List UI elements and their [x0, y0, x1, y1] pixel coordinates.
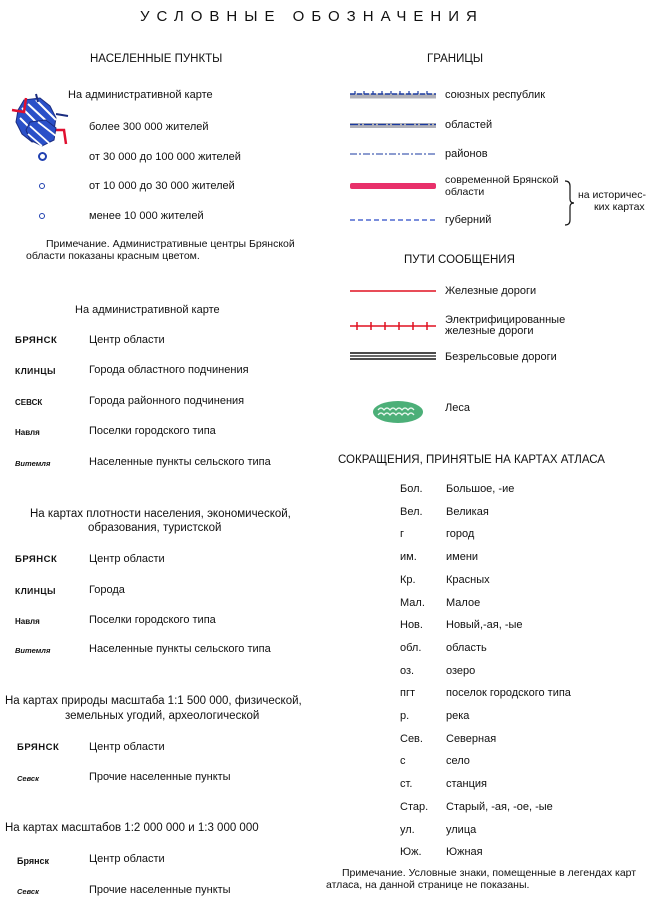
scale-label-1: Центр области: [89, 853, 165, 865]
abbreviation-short: оз.: [400, 665, 415, 677]
abbreviation-full: Новый,-ая, -ые: [446, 619, 523, 631]
abbreviation-full: Малое: [446, 597, 481, 609]
abbreviation-full: село: [446, 755, 470, 767]
route-label-electric-2: железные дороги: [445, 325, 534, 337]
admin-code-5: Витемля: [15, 459, 51, 468]
border-raion-symbol: [350, 152, 436, 156]
abbreviation-short: ул.: [400, 824, 415, 836]
abbreviation-short: Кр.: [400, 574, 416, 586]
abbreviation-full: Северная: [446, 733, 497, 745]
settlement-size-2: от 30 000 до 100 000 жителей: [89, 151, 241, 163]
abbreviation-short: Вел.: [400, 506, 423, 518]
nature-label-1: Центр области: [89, 741, 165, 753]
settlements-note: Примечание. Административные центры Брянской области показаны красным цветом.: [26, 238, 295, 262]
settlements-header: НАСЕЛЕННЫЕ ПУНКТЫ: [90, 53, 223, 65]
abbreviation-full: город: [446, 528, 475, 540]
admin-label-2: Города областного подчинения: [89, 364, 249, 376]
nature-header-1: На картах природы масштаба 1:1 500 000, физической,: [5, 695, 302, 707]
borders-header: ГРАНИЦЫ: [427, 53, 484, 65]
abbreviation-full: Старый, -ая, -ое, -ые: [446, 801, 553, 813]
abbreviation-short: им.: [400, 551, 417, 563]
density-code-3: Навля: [15, 617, 40, 626]
density-code-1: БРЯНСК: [15, 554, 58, 565]
abbreviation-full: река: [446, 710, 470, 722]
abbreviation-short: Юж.: [400, 846, 422, 858]
abbreviation-short: обл.: [400, 642, 422, 654]
abbreviation-full: Южная: [446, 846, 483, 858]
scale-code-1: Брянск: [17, 856, 50, 866]
settlement-size-1: более 300 000 жителей: [89, 121, 209, 133]
abbreviation-short: Мал.: [400, 597, 425, 609]
abbreviation-short: р.: [400, 710, 410, 722]
abbreviation-full: улица: [446, 824, 477, 836]
abbreviation-short: пгт: [400, 687, 416, 699]
bracket-label-1: на историчес-: [578, 189, 646, 201]
settlement-30k-dot: [38, 152, 47, 161]
route-label-road: Безрельсовые дороги: [445, 351, 557, 363]
page-title: УСЛОВНЫЕ ОБОЗНАЧЕНИЯ: [140, 8, 484, 25]
abbreviation-short: Сев.: [400, 733, 423, 745]
abbreviation-short: Нов.: [400, 619, 423, 631]
routes-header: ПУТИ СООБЩЕНИЯ: [404, 254, 515, 266]
abbreviation-full: Великая: [446, 506, 489, 518]
settlement-small-dot: [39, 213, 45, 219]
admin-map-header: На административной карте: [75, 304, 220, 316]
abbreviations-header: СОКРАЩЕНИЯ, ПРИНЯТЫЕ НА КАРТАХ АТЛАСА: [338, 454, 605, 466]
density-code-2: КЛИНЦЫ: [15, 586, 56, 596]
abbreviation-short: г: [400, 528, 405, 540]
route-label-electric-1: Электрифицированные: [445, 314, 566, 326]
abbreviation-full: поселок городского типа: [446, 687, 571, 699]
abbreviation-short: Бол.: [400, 483, 423, 495]
admin-code-3: СЕВСК: [15, 398, 43, 407]
nature-code-2: Севск: [17, 774, 39, 783]
border-modern-bryansk-symbol: [350, 182, 436, 190]
route-label-railway: Железные дороги: [445, 285, 537, 297]
abbreviation-full: озеро: [446, 665, 476, 677]
density-label-4: Населенные пункты сельского типа: [89, 643, 271, 655]
admin-code-4: Навля: [15, 428, 40, 437]
bracket-brace: [564, 180, 576, 226]
abbreviation-short: с: [400, 755, 406, 767]
border-label-raion: районов: [445, 148, 488, 160]
border-label-modern-1: современной Брянской: [445, 174, 559, 186]
bracket-label-2: ких картах: [594, 201, 645, 213]
density-header-2: образования, туристской: [88, 522, 222, 534]
electric-railway-symbol: [350, 321, 436, 331]
border-label-modern-2: области: [445, 186, 485, 198]
abbreviation-full: имени: [446, 551, 479, 563]
abbreviation-full: Красных: [446, 574, 490, 586]
density-label-2: Города: [89, 584, 125, 596]
border-label-gubernia: губерний: [445, 214, 492, 226]
abbreviation-short: ст.: [400, 778, 413, 790]
scale-header: На картах масштабов 1:2 000 000 и 1:3 000 000: [5, 822, 259, 834]
railway-symbol: [350, 289, 436, 293]
border-union-symbol: [350, 91, 436, 99]
admin-label-3: Города районного подчинения: [89, 395, 245, 407]
density-code-4: Витемля: [15, 646, 51, 655]
settlement-10k-dot: [39, 183, 45, 189]
forest-symbol: [372, 400, 424, 424]
border-label-oblast: областей: [445, 119, 493, 131]
scale-label-2: Прочие населенные пункты: [89, 884, 231, 896]
abbreviation-full: Большое, -ие: [446, 483, 515, 495]
nature-label-2: Прочие населенные пункты: [89, 771, 231, 783]
density-header-1: На картах плотности населения, экономической,: [30, 508, 291, 520]
nature-code-1: БРЯНСК: [17, 742, 60, 753]
border-gubernia-symbol: [350, 218, 436, 222]
density-label-3: Поселки городского типа: [89, 614, 216, 626]
abbreviation-short: Стар.: [400, 801, 429, 813]
scale-code-2: Севск: [17, 887, 39, 896]
abbreviation-full: область: [446, 642, 487, 654]
city-300k-symbol: [24, 118, 60, 148]
nature-header-2: земельных угодий, археологической: [65, 710, 260, 722]
road-symbol: [350, 351, 436, 361]
abbreviations-note: Примечание. Условные знаки, помещенные в легендах карт атласа, на данной странице не показаны.: [326, 867, 637, 891]
abbreviation-full: станция: [446, 778, 488, 790]
admin-label-1: Центр области: [89, 334, 165, 346]
settlement-size-3: от 10 000 до 30 000 жителей: [89, 180, 235, 192]
density-label-1: Центр области: [89, 553, 165, 565]
settlements-subheader: На административной карте: [68, 89, 213, 101]
admin-label-4: Поселки городского типа: [89, 425, 216, 437]
admin-code-2: КЛИНЦЫ: [15, 366, 56, 376]
admin-code-1: БРЯНСК: [15, 335, 58, 346]
border-label-union: союзных республик: [445, 89, 546, 101]
forest-label: Леса: [445, 402, 470, 414]
admin-label-5: Населенные пункты сельского типа: [89, 456, 271, 468]
settlement-size-4: менее 10 000 жителей: [89, 210, 204, 222]
border-oblast-symbol: [350, 121, 436, 129]
